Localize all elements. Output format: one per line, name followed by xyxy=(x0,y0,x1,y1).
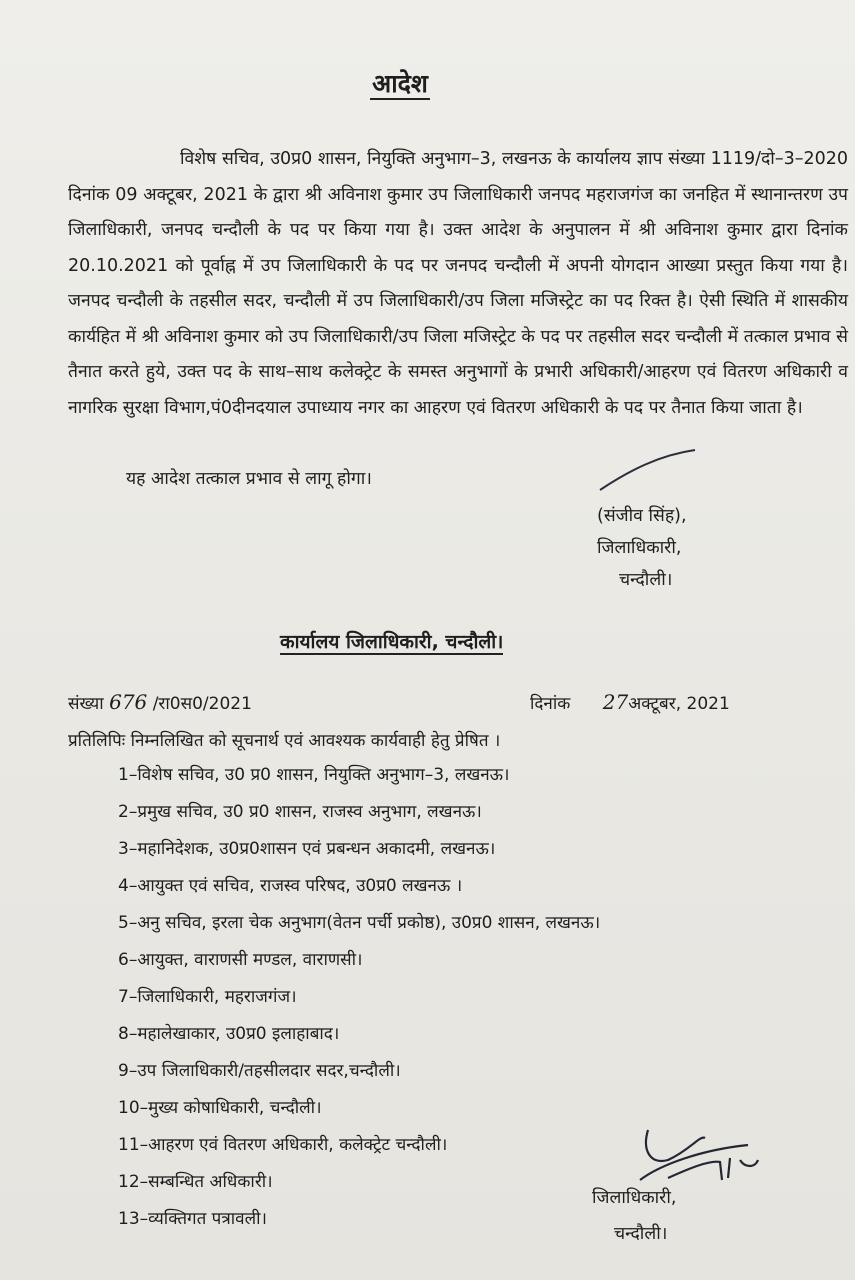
copy-to-line: प्रतिलिपिः निम्नलिखित को सूचनार्थ एवं आवश्यक कार्यवाही हेतु प्रेषित । xyxy=(68,731,501,751)
list-item: 10–मुख्य कोषाधिकारी, चन्दौली। xyxy=(118,1098,322,1118)
order-body-paragraph: विशेष सचिव, उ0प्र0 शासन, नियुक्ति अनुभाग–3, लखनऊ के कार्यालय ज्ञाप संख्या 1119/दो–3–2020 दिनांक 09 अक्टूबर, 2021 के द्वारा श्री अविनाश कुमार उप जिलाधिकारी जनपद महराजगंज का जनहित में स्थानान्तरण उप जिलाधिकारी, जनपद चन्दौली के पद पर किया गया है। उक्त आदेश के अनुपालन में श्री अविनाश कुमार द्वारा दिनांक 20.10.2021 को पूर्वाह्न में उप जिलाधिकारी के पद पर जनपद चन्दौली में अपनी योगदान आख्या प्रस्तुत किया गया है। जनपद चन्दौली के तहसील सदर, चन्दौली में उप जिलाधिकारी/उप जिला मजिस्ट्रेट का पद रिक्त है। ऐसी स्थिति में शासकीय कार्यहित में श्री अविनाश कुमार को उप जिलाधिकारी/उप जिला मजिस्ट्रेट के पद पर तहसील सदर चन्दौली में तत्काल प्रभाव से तैनात करते हुये, उक्त पद के साथ–साथ कलेक्ट्रेट के समस्त अनुभागों के प्रभारी अधिकारी/आहरण एवं वितरण अधिकारी व नागरिक सुरक्षा विभाग,पं0दीनदयाल उपाध्याय नगर का आहरण एवं वितरण अधिकारी के पद पर तैनात किया जाता है। xyxy=(68,149,848,418)
signatory-name: (संजीव सिंह), xyxy=(597,506,687,526)
date-day: 27 xyxy=(602,690,629,714)
list-item: 9–उप जिलाधिकारी/तहसीलदार सदर,चन्दौली। xyxy=(118,1061,401,1081)
list-item: 7–जिलाधिकारी, महराजगंज। xyxy=(118,987,297,1007)
date-rest: अक्टूबर, 2021 xyxy=(628,694,730,714)
reference-suffix: /रा0स0/2021 xyxy=(152,694,252,714)
closing-signatory-designation: जिलाधिकारी, xyxy=(592,1188,677,1208)
list-item: 3–महानिदेशक, उ0प्र0शासन एवं प्रबन्धन अकादमी, लखनऊ। xyxy=(118,839,496,859)
list-item: 1–विशेष सचिव, उ0 प्र0 शासन, नियुक्ति अनुभाग–3, लखनऊ। xyxy=(118,765,510,785)
list-item: 6–आयुक्त, वाराणसी मण्डल, वाराणसी। xyxy=(118,950,363,970)
reference-prefix: संख्या xyxy=(68,694,104,714)
list-item: 2–प्रमुख सचिव, उ0 प्र0 शासन, राजस्व अनुभाग, लखनऊ। xyxy=(118,802,482,822)
office-heading-text: कार्यालय जिलाधिकारी, चन्दौली। xyxy=(280,631,504,653)
signatory-place: चन्दौली। xyxy=(619,570,673,590)
list-item: 13–व्यक्तिगत पत्रावली। xyxy=(118,1209,267,1229)
effect-line: यह आदेश तत्काल प्रभाव से लागू होगा। xyxy=(126,469,372,489)
list-item: 8–महालेखाकार, उ0प्र0 इलाहाबाद। xyxy=(118,1024,340,1044)
reference-number: 676 xyxy=(109,690,148,714)
closing-signatory-place: चन्दौली। xyxy=(614,1224,668,1244)
list-item: 5–अनु सचिव, इरला चेक अनुभाग(वेतन पर्ची प्रकोष्ठ), उ0प्र0 शासन, लखनऊ। xyxy=(118,913,601,933)
list-item: 12–सम्बन्धित अधिकारी। xyxy=(118,1172,273,1192)
list-item: 11–आहरण एवं वितरण अधिकारी, कलेक्ट्रेट चन्दौली। xyxy=(118,1135,448,1155)
signature-stroke-top xyxy=(600,450,695,490)
date-label: दिनांक xyxy=(530,694,571,714)
signatory-designation: जिलाधिकारी, xyxy=(597,538,682,558)
signature-stroke-bottom xyxy=(640,1130,758,1180)
order-title-text: आदेश xyxy=(372,69,428,98)
list-item: 4–आयुक्त एवं सचिव, राजस्व परिषद, उ0प्र0 लखनऊ । xyxy=(118,876,463,896)
